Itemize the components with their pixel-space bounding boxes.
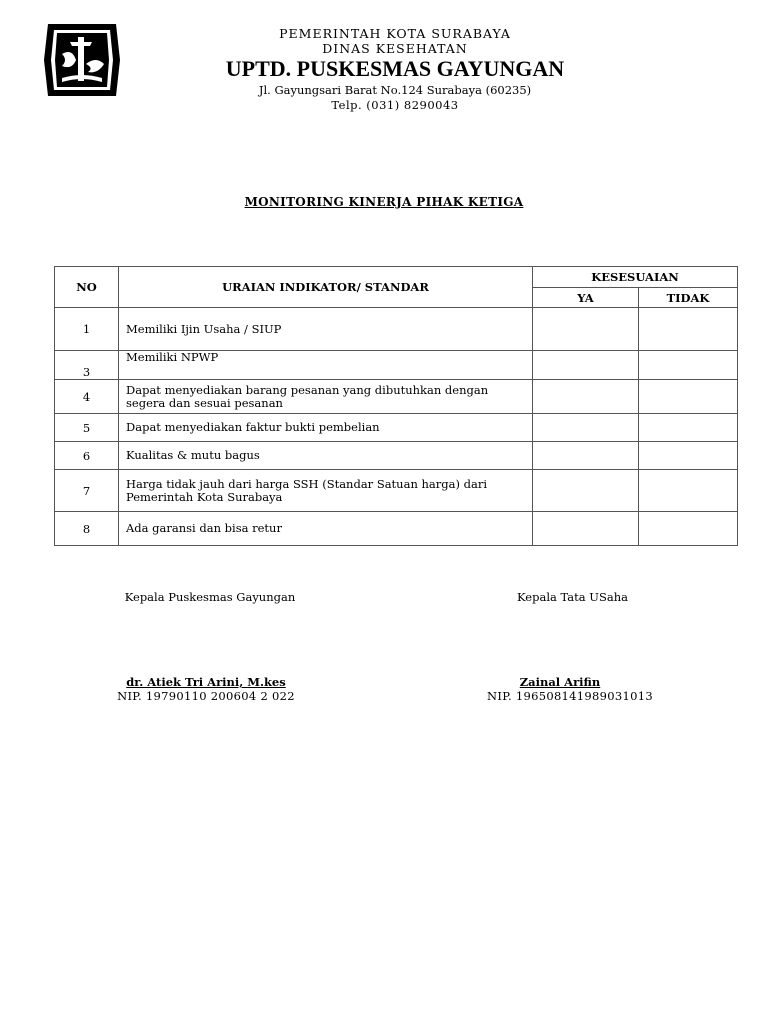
table-row	[55, 442, 738, 470]
cell-tidak	[639, 351, 738, 380]
header-phone: Telp. (031) 8290043	[331, 98, 459, 112]
cell-tidak	[639, 470, 738, 512]
table-row	[55, 414, 738, 442]
row-number: 6	[55, 442, 119, 470]
cell-ya	[533, 442, 639, 470]
header-address: Jl. Gayungsari Barat No.124 Surabaya (60235)	[258, 83, 532, 97]
row-number: 4	[55, 380, 119, 414]
document-title: MONITORING KINERJA PIHAK KETIGA	[244, 195, 524, 209]
table-row	[55, 380, 738, 414]
cell-ya	[533, 351, 639, 380]
row-indicator: Memiliki NPWP	[119, 351, 533, 380]
signature-right-nip: NIP. 196508141989031013	[487, 689, 653, 703]
cell-ya	[533, 470, 639, 512]
city-emblem-logo	[40, 20, 124, 100]
row-indicator: Ada garansi dan bisa retur	[119, 512, 533, 546]
header-government: PEMERINTAH KOTA SURABAYA	[279, 26, 511, 41]
cell-tidak	[639, 308, 738, 351]
row-number: 7	[55, 470, 119, 512]
cell-ya	[533, 380, 639, 414]
header-uraian: URAIAN INDIKATOR/ STANDAR	[119, 267, 533, 308]
signature-left-nip: NIP. 19790110 200604 2 022	[117, 689, 295, 703]
row-indicator: Memiliki Ijin Usaha / SIUP	[119, 308, 533, 351]
row-indicator: Kualitas & mutu bagus	[119, 442, 533, 470]
signature-right-name: Zainal Arifin	[519, 675, 601, 689]
cell-tidak	[639, 512, 738, 546]
row-number: 5	[55, 414, 119, 442]
signature-left-name: dr. Atiek Tri Arini, M.kes	[126, 675, 286, 689]
cell-ya	[533, 512, 639, 546]
header-department: DINAS KESEHATAN	[322, 41, 468, 56]
header-no: NO	[55, 267, 119, 308]
table-row	[55, 512, 738, 546]
row-number: 1	[55, 308, 119, 351]
table-row	[55, 470, 738, 512]
cell-tidak	[639, 414, 738, 442]
row-indicator: Dapat menyediakan faktur bukti pembelian	[119, 414, 533, 442]
row-indicator: Harga tidak jauh dari harga SSH (Standar Satuan harga) dari Pemerintah Kota Surabaya	[119, 470, 533, 512]
table-row	[55, 351, 738, 380]
header-kesesuaian: KESESUAIAN	[533, 267, 738, 288]
cell-ya	[533, 308, 639, 351]
header-tidak: TIDAK	[639, 288, 738, 308]
header-institution: UPTD. PUSKESMAS GAYUNGAN	[225, 56, 565, 81]
cell-tidak	[639, 442, 738, 470]
row-number: 8	[55, 512, 119, 546]
header-ya: YA	[533, 288, 639, 308]
row-indicator: Dapat menyediakan barang pesanan yang dibutuhkan dengan segera dan sesuai pesanan	[119, 380, 533, 414]
table-row	[55, 308, 738, 351]
signature-left-role: Kepala Puskesmas Gayungan	[124, 590, 296, 604]
signature-right-role: Kepala Tata USaha	[517, 590, 628, 604]
cell-ya	[533, 414, 639, 442]
cell-tidak	[639, 380, 738, 414]
monitoring-table	[54, 266, 738, 546]
row-number: 3	[55, 351, 119, 380]
